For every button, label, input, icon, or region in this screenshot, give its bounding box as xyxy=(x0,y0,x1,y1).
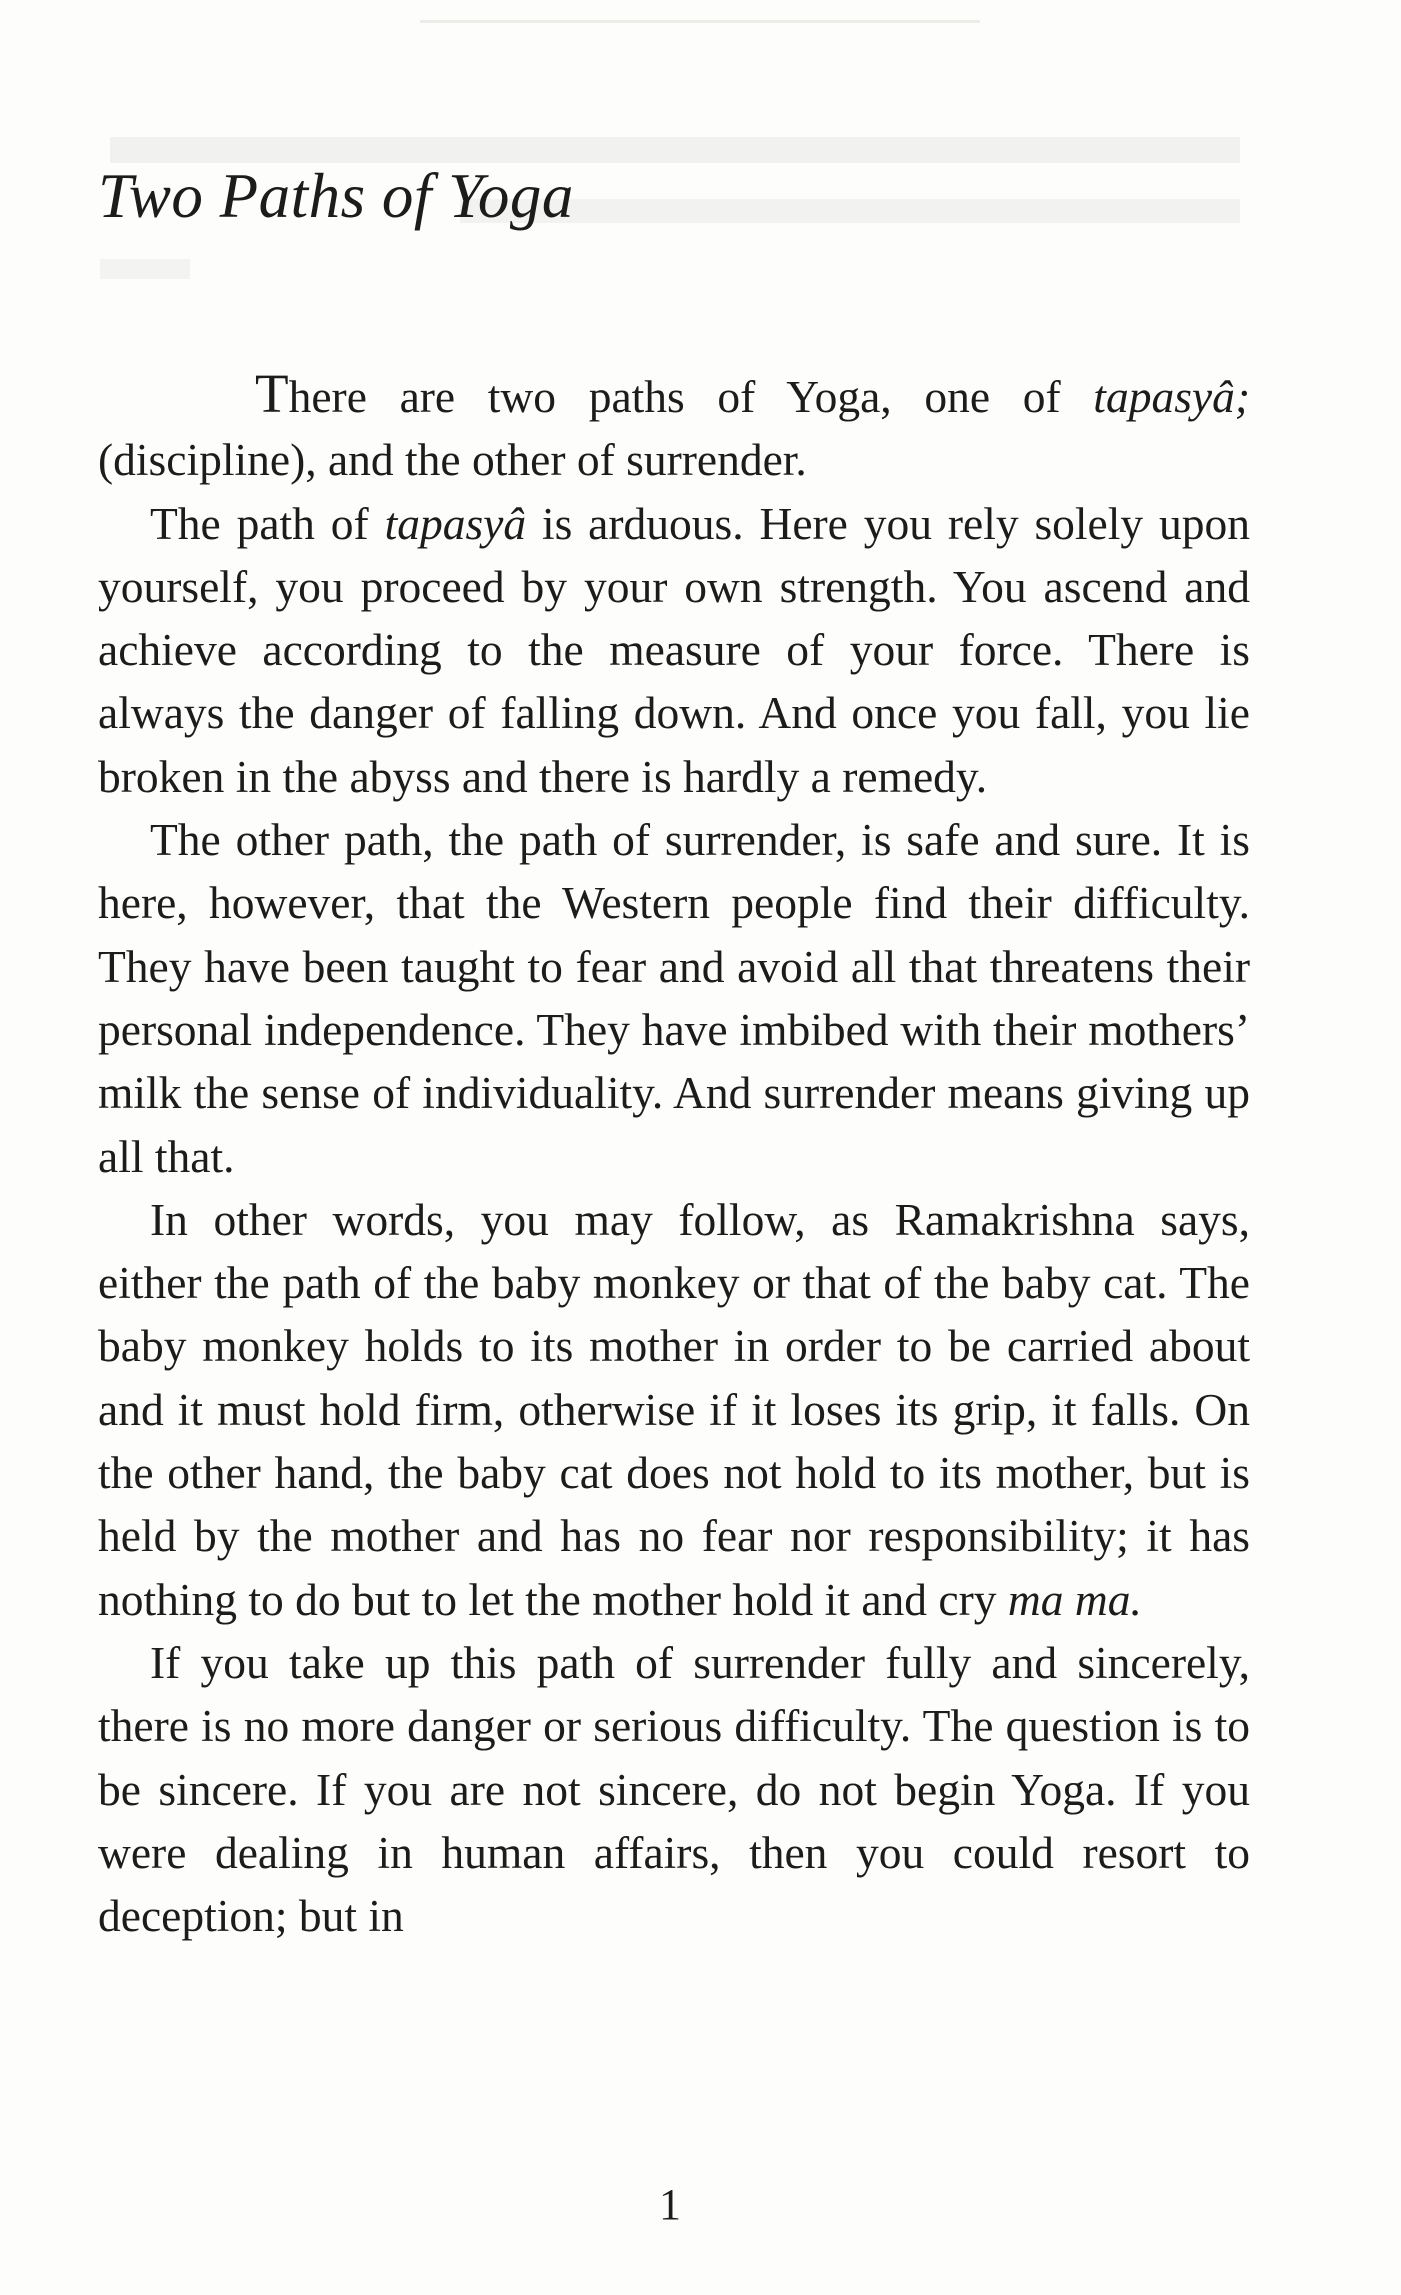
bleed-through-line-mark xyxy=(460,199,1240,223)
bleed-through-shadow xyxy=(100,0,1280,300)
text-run: If you take up this path of surrender fully and sincerely, there is no more danger or serious difficulty. The question is to be sincere. If you are not sincere, do not begin Yoga. If you were dealing in human affairs, then you could resort to deception; but in xyxy=(98,1636,1250,1942)
text-run: The other path, the path of surrender, is safe and sure. It is here, however, that the Western people find their difficulty. They have been taught to fear and avoid all that threatens their personal independence. They have imbibed with their mothers’ milk the sense of individuality. And surrender means giving up all that. xyxy=(98,814,1250,1182)
italic-term-tapasya: tapasyâ; xyxy=(1093,371,1250,422)
body-text xyxy=(98,362,1250,1947)
paragraph xyxy=(98,808,1250,1188)
drop-cap: T xyxy=(255,363,289,424)
italic-term-tapasya: tapasyâ xyxy=(384,497,527,549)
text-run: (discipline), and the other of surrender. xyxy=(98,434,807,486)
text-run: is arduous. Here you rely solely upon yourself, you proceed by your own strength. You ascend and achieve according to the measure of your force. There is always the danger of falling down. And once you fall, you lie broken in the abyss and there is hardly a remedy. xyxy=(98,497,1250,802)
text-run: In other words, you may follow, as Ramakrishna says, either the path of the baby monkey or that of the baby cat. The baby monkey holds to its mother in order to be carried about and it must hold firm, otherwise if it loses its grip, it falls. On the other hand, the baby cat does not hold to its mother, but is held by the mother and has no fear nor responsibility; it has nothing to do but to let the mother hold it and cry xyxy=(98,1193,1250,1625)
text-run: The path of xyxy=(150,497,385,549)
paragraph xyxy=(98,492,1250,808)
bleed-through-line-mark xyxy=(100,259,190,279)
paragraph xyxy=(98,1188,1250,1631)
chapter-title: Two Paths of Yoga xyxy=(98,161,574,231)
italic-term-ma-ma: ma ma. xyxy=(1007,1573,1142,1625)
bleed-through-header-mark xyxy=(420,20,980,41)
paragraph xyxy=(98,1631,1250,1947)
text-run: here are two paths of Yoga, one of xyxy=(288,371,1094,422)
page-number: 1 xyxy=(659,2180,681,2229)
paragraph xyxy=(98,362,1250,492)
